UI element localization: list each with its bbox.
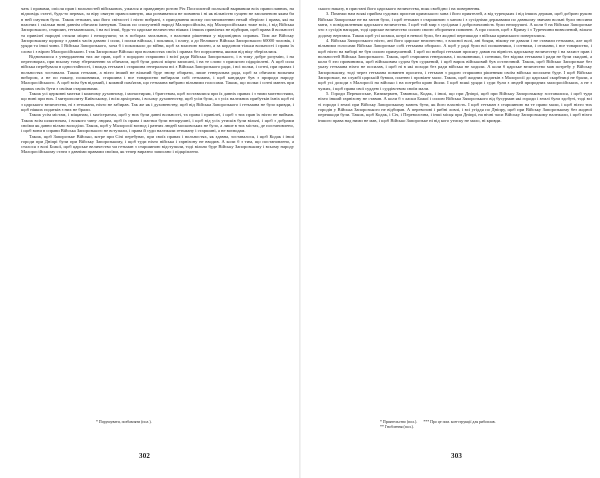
paragraph: чать і правами, опісля прав і вольностей військових, ужился и правдивую ротою Річ Посполитой польской вырвавши всіх правослaвних, на відповідь статті, будь-то первых, за віру святую православную, яка розвиватися не повинна і ні як вільністю сущею не заплаченою яким би в ней смутков було. Також гетьман, яко його світлості і ніхто вибрані, з приєднання моєму постановленню нехай зберігає і права, які на власних і скільки нині давнім обичаєм іменував. Також по сполученій народі Малоросійскім, від Малоросійських тоже всіх, і від Війська Запорозького, старшин, гетьманських, і на всі інші, будь-то царське величество ніяких і інших привілеях не відбирав, щоб права й вольності та привілеї народні стояли міцно і непорушно; та в поборах загальних, з власним рішенням у відповідних справах. Тим же Війську Запорозькому щороку з давніх часів давано і сили, і полки війська, і поклики, і плату, а до Великого Війська Запорозького 60000 чоловік, і уряди та інші чини. І Війська Запорозького, хоча б і покликало до війни, щоб за власною волею, а за кордоном тільки вольності і права їх слово і з вірою Малоросійською. І так Запорозьке Військо при вольностях своїх і правах без порушення, якими від віку зберігалися. [21,6,294,54]
paragraph: 5. Городи Перекопське, Кизикермен, Таванськ, Кодак, і інші, що при Дніпрі, щоб при Війську Запорозькому зоставалися, і щоб туди ніхто інший гарнізону не ставив. А коли б з ласки Божої і силою Війська Запорозького від бусурман які городи і землі були здобуті, тоді всі ті городи і землі при Війську Запорозькому мають бути, як його власність. І щоб гетьман з старшиною на те право мали, і щоб ніхто тих городів у Війська Запорозького не відбирав. А перевозові і рибні ловлі, і всі угіддя по Дніпру, щоб при Війську Запорозькому без жодної перешкоди були. Також, щоб Кодак, і Січ, і Переволочна, і інші місця при Дніпрі, на вічні часи Війську Запорозькому належали, і щоб ніхто іншого права над ними не мав, і щоб Військо Запорозьке ні від кого утиску не мало, ні кривди. [318,91,592,123]
paragraph: Також, щоб Запорозьке Військо, котре при Сiчі перебуває, при своїх правах і вольностях, як здавна, зоставалося, і щоб Кодак і інші городи при Дніпрі були при Війську Запорозькому, і щоб туди ніхто війська і гарнізону не вводив. А коли б з тим, що постановлено, а сталося з волі Божої, щоб царське величество чи гетьман з старшиною відступили, тоді вільно буде Війську Запорозькому і всьому народу Малоросійському стати з давніми правами своїми, як тепер виразно записано і підкріплено. [21,133,294,155]
footnote: *** Про це пом. кон-струкції для рибоплав. [423,420,496,424]
right-page [300,0,600,478]
paragraph: Також усі церковні маєтки і кожному духовному, і монастирям, і братствам, щоб зоставалися при їх давніх правах і з тими маєтностями, що нині при них. І митрополиту Київському, і всім архієреям, і всьому духовенству, щоб усім були, а з усіх належних прибутків їхніх щоб ні з царського величества, ні з гетьмана, ніхто не забирав. Так же як і духовенству, щоб від Війська Запорозького і гетьмана не було кривди, і щоб ніяких податків з них не брали. [21,91,294,112]
paragraph: 4. Війська Запорозького ніхто, ані його царське величество, з власної волі, ані бояри, нікому не давали і не ставили гетьмана, але щоб вільними голосами Військо Запорозьке собі гетьмана обирало. А щоб у раді були всі полковники, і сотники, і отамани, і все товариство, і щоб ніхто на виборі не був силою примушений. І щоб по виборі гетьман присягу давав на вірність царському величеству і на захист прав і вольностей Війська Запорозького. Також, щоб старшина генеральна, і полковники, і сотники, без відома гетьмана і ради не були скидані, а коли б хто провинився, щоб військовим судом був суджений, і щоб вирок військовий був остаточний. Також, щоб Військо Запорозьке без указу гетьмана ніхто не посилав, і щоб ні в які походи без ради війська не ходили. А коли б царське величество мав потребу у Війську Запорозькому, тоді через гетьмана повинен просити, і гетьман з радою старшини рішенням своїм війська посилати буде. І щоб Військо Запорозьке, на службі царській бувши, платню і провіант мало. Також, щоб жодних податків з Малоросії до царської скарбниці не брали, а щоб усі доходи з Малоросії на військо і на потреби краю йшли. І щоб всякі уряди і суди були з людей природних малоросійських, а не з чужих, і щоб права свої суддею і суддівством своїм мали. [318,37,592,91]
footnote: * Порушувати, позбавляти (пол.). [96,420,152,424]
page-number-right: 303 [451,452,463,460]
page-number-left: 302 [139,452,151,460]
footnote: * Приятельство (пол.). [380,420,418,424]
footnote: ** Гноблення (пол.). [380,424,414,429]
right-page-text [318,6,592,406]
paragraph: 3. Помежи нам всякі прийом судових пристав кримського хана і його приятелей, а від турецьких і від інших держав, щоб доброю рукою Військо Запорозьке не на загин було, і щоб гетьман з старшиною з ханом і з сусідніми державами по давньому звичаю вольні були зносини мати, з повідомленням царського величества. І щоб той мир з сусідами і доброзичливість були непорушні. А коли б на Військо Запорозьке хто з сусідів нападав, тоді царське величество силою своєю обороняти повинен. А про полон, щоб з Криму і з Туреччини визволений, вільно додому вертався. Також щоб усі козаки, котрі в неволі були, без жодної перешкоди з війська кримського поверталися. [318,11,592,38]
left-page-text [21,6,294,406]
paragraph: Відновилися з утвердження тих же прав, щоб з порадою старшини і всієї ради Війська Запорозького, і в тому добре розумію, і на переговорах, при всьому тому збереженню за обичаєм, щоб були доволі міцно записані, і на те слово з присягою підкріплені. А щоб сила війська перебувала в одностайності, і вождь гетьман і старшина генеральна всі з Війська Запорозького ради, і всі полки, і сотні, при правах і вольностях зоставали. Також гетьман, а ніхто інший не вільний буде знову обирати, лише генеральна рада, щоб за обичаєм вольним вибором, а не по наказу, полковники, старшина і все товариство вибирали собі гетьмана, і щоб кандидат був з природи народу Малоросійського. А щоб всім був відомий, і кожний пам'ятав, що гетьмана вибрано вільними голосами. Також, що полки і сотні мають при правах своїх бути з своїми старшинами. [21,53,294,91]
right-footnotes [380,420,592,430]
left-footnotes [96,420,176,425]
paragraph: ського наказу, в пристані його царського величества, всяк свобідно і на повернення. [318,6,481,11]
paragraph: Також усім містам, і міщанам, і магістратам, щоб у них були давні вольності, та права і привілеї, і щоб з тих прав їх ніхто не виймав. Також всім шляхтичам, і всякого чину людям, щоб їх права і маєтки були непорушні, і щоб від усіх утисків були вільні, і щоб з добрами своїми як давно вільно володіли. Також, щоб у Малоросії воєвод і ратних людей московських не було, а лише в тих містах, де постановлено, і щоб вони в справи Війська Запорозького не вступали, і права й суди належали гетьману і старшині, а не воєводам. [21,112,294,134]
book-gutter [299,0,301,478]
